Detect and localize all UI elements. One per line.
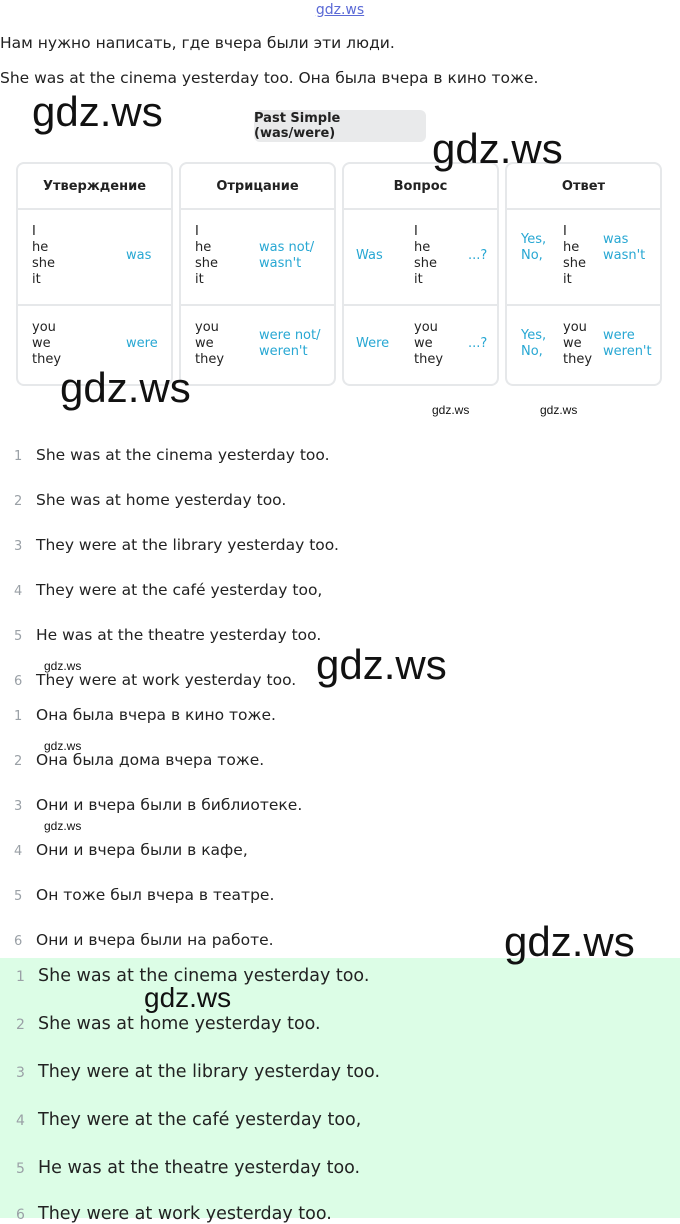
item-number: 6 bbox=[16, 1207, 25, 1223]
item-number: 5 bbox=[14, 629, 23, 644]
aux-verb: Was bbox=[356, 248, 383, 263]
verb-form: were bbox=[126, 336, 158, 351]
pronoun-list: you we they bbox=[32, 320, 62, 367]
column-header: Утверждение bbox=[18, 164, 171, 210]
pronoun-list: I he she it bbox=[563, 224, 587, 287]
item-text: They were at the café yesterday too, bbox=[38, 1110, 362, 1130]
item-text: They were at the café yesterday too, bbox=[36, 581, 323, 599]
watermark: gdz.ws bbox=[44, 659, 82, 673]
item-number: 1 bbox=[14, 709, 23, 724]
list-item bbox=[0, 536, 339, 554]
list-item bbox=[0, 581, 322, 599]
watermark: gdz.ws bbox=[44, 739, 82, 753]
item-number: 3 bbox=[16, 1065, 25, 1081]
watermark: gdz.ws bbox=[32, 88, 163, 135]
item-number: 1 bbox=[16, 969, 25, 985]
item-text: He was at the theatre yesterday too. bbox=[36, 626, 322, 644]
column-header: Отрицание bbox=[181, 164, 334, 210]
column-header: Вопрос bbox=[344, 164, 497, 210]
watermark: gdz.ws bbox=[432, 403, 470, 417]
pronoun-list: you we they bbox=[563, 320, 593, 367]
cell-negative-plural bbox=[181, 306, 334, 402]
item-text: Они и вчера были в библиотеке. bbox=[36, 796, 303, 814]
item-number: 3 bbox=[14, 799, 23, 814]
item-text: Он тоже был вчера в театре. bbox=[36, 886, 275, 904]
verb-form: were weren't bbox=[603, 328, 652, 359]
list-item bbox=[0, 1204, 332, 1224]
watermark: gdz.ws bbox=[432, 125, 563, 172]
item-number: 3 bbox=[14, 539, 23, 554]
item-number: 6 bbox=[14, 934, 23, 949]
item-number: 1 bbox=[14, 449, 23, 464]
watermark: gdz.ws bbox=[540, 403, 578, 417]
cell-negative-singular bbox=[181, 210, 334, 306]
question-end: ...? bbox=[468, 336, 488, 351]
pronoun-list: you we they bbox=[195, 320, 225, 367]
item-number: 2 bbox=[14, 754, 23, 769]
item-text: Они и вчера были в кафе, bbox=[36, 841, 248, 859]
list-item bbox=[0, 1014, 321, 1034]
list-item bbox=[0, 931, 274, 949]
item-text: She was at the cinema yesterday too. bbox=[38, 966, 370, 986]
list-item bbox=[0, 626, 321, 644]
cell-answer-plural bbox=[507, 306, 660, 402]
grammar-badge: Past Simple (was/were) bbox=[254, 110, 426, 142]
watermark: gdz.ws bbox=[44, 819, 82, 833]
item-number: 4 bbox=[16, 1113, 25, 1129]
aux-verb: Were bbox=[356, 336, 390, 351]
item-text: They were at work yesterday too. bbox=[38, 1204, 332, 1224]
cell-question-plural bbox=[344, 306, 497, 402]
verb-form: was bbox=[126, 248, 152, 263]
watermark: gdz.ws bbox=[144, 982, 232, 1013]
list-item bbox=[0, 751, 264, 769]
pronoun-list: you we they bbox=[414, 320, 444, 367]
item-text: She was at the cinema yesterday too. bbox=[36, 446, 330, 464]
yes-no: Yes, No, bbox=[521, 232, 547, 263]
grammar-table bbox=[16, 162, 664, 386]
item-text: They were at work yesterday too. bbox=[36, 671, 297, 689]
list-item bbox=[0, 1158, 360, 1178]
cell-affirmative-singular bbox=[18, 210, 171, 306]
verb-form: was wasn't bbox=[603, 232, 646, 263]
top-link[interactable]: gdz.ws bbox=[315, 2, 365, 18]
watermark: gdz.ws bbox=[504, 918, 635, 965]
list-item bbox=[0, 671, 296, 689]
list-item bbox=[0, 446, 330, 464]
watermark: gdz.ws bbox=[316, 641, 447, 688]
column-answer bbox=[505, 162, 662, 386]
item-number: 2 bbox=[16, 1017, 25, 1033]
column-header: Ответ bbox=[507, 164, 660, 210]
list-item bbox=[0, 1110, 361, 1130]
item-number: 5 bbox=[16, 1161, 25, 1177]
question-end: ...? bbox=[468, 248, 488, 263]
verb-form: were not/ weren't bbox=[259, 328, 321, 359]
item-number: 4 bbox=[14, 584, 23, 599]
item-text: She was at home yesterday too. bbox=[36, 491, 287, 509]
column-affirmative bbox=[16, 162, 173, 386]
pronoun-list: I he she it bbox=[32, 224, 56, 287]
item-number: 5 bbox=[14, 889, 23, 904]
item-text: They were at the library yesterday too. bbox=[38, 1062, 381, 1082]
item-text: They were at the library yesterday too. bbox=[36, 536, 339, 554]
item-text: Она была вчера в кино тоже. bbox=[36, 706, 276, 724]
item-text: Они и вчера были на работе. bbox=[36, 931, 274, 949]
item-number: 4 bbox=[14, 844, 23, 859]
intro-example: She was at the cinema yesterday too. Она была вчера в кино тоже. bbox=[0, 69, 539, 87]
item-number: 2 bbox=[14, 494, 23, 509]
item-text: He was at the theatre yesterday too. bbox=[38, 1158, 361, 1178]
column-negative bbox=[179, 162, 336, 386]
highlighted-answers bbox=[0, 958, 680, 1224]
item-text: She was at home yesterday too. bbox=[38, 1014, 321, 1034]
list-item bbox=[0, 491, 286, 509]
list-item bbox=[0, 886, 274, 904]
list-item bbox=[0, 1062, 380, 1082]
item-number: 6 bbox=[14, 674, 23, 689]
yes-no: Yes, No, bbox=[521, 328, 547, 359]
pronoun-list: I he she it bbox=[414, 224, 438, 287]
watermark: gdz.ws bbox=[60, 364, 191, 411]
list-item bbox=[0, 706, 276, 724]
cell-question-singular bbox=[344, 210, 497, 306]
pronoun-list: I he she it bbox=[195, 224, 219, 287]
column-question bbox=[342, 162, 499, 386]
list-item bbox=[0, 841, 248, 859]
verb-form: was not/ wasn't bbox=[259, 240, 315, 271]
intro-instruction: Нам нужно написать, где вчера были эти люди. bbox=[0, 34, 395, 52]
list-item bbox=[0, 796, 302, 814]
cell-answer-singular bbox=[507, 210, 660, 306]
item-text: Она была дома вчера тоже. bbox=[36, 751, 265, 769]
